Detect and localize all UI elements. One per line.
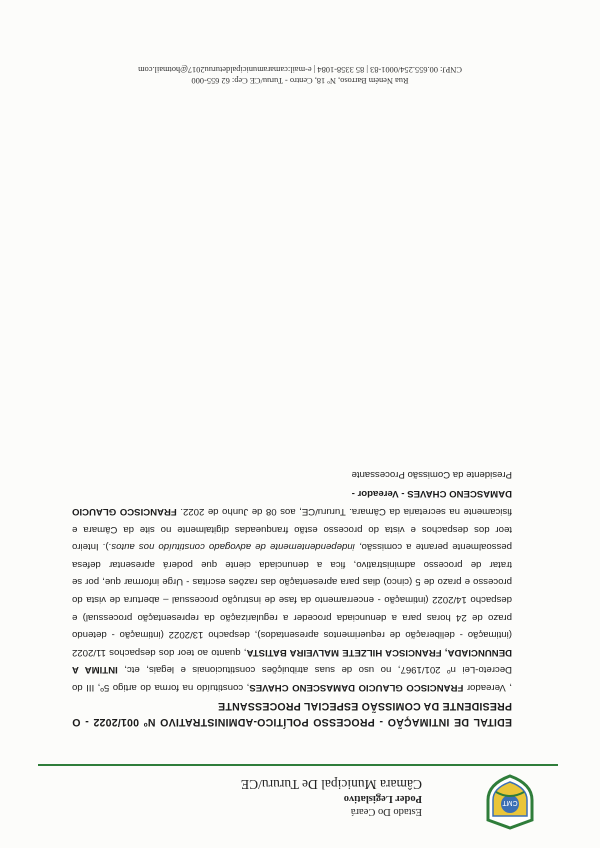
header-chamber: Câmara Municipal De Tururu/CE [240, 777, 422, 792]
header-state: Estado Do Ceará [350, 806, 422, 817]
header-power: Poder Legislativo [343, 793, 422, 804]
notice-italic-clause: , independentemente de advogado constituído nos autos [111, 541, 362, 553]
notice-authority: , constituído na forma do artigo 5º, III do Decreto-Lei nº 201/1967, no uso de suas atribuições constitucionais e legais, etc, [72, 664, 512, 693]
notice-tail: , Vereador [466, 682, 512, 693]
header-block [241, 776, 422, 818]
notice-paragraph [72, 485, 512, 696]
header-divider [38, 764, 558, 766]
notice-dispatches: , quanto ao teor dos despachos 11/2022 (intimação - deliberação de requerimentos apresentados), despacho 13/2022 (intimação - detendo prazo de 24 horas para a denunciada proceder a regularização da representação processual) e despacho 14/2022 (intimação - encerramento da fase de instrução processual – abertura de vista do processo e prazo de 5 (cinco) dias para apresentação das razões escritas - Urge informar que, por se tratar de processo administrativo, fica a denunciada ciente que poderá apresentar defesa pessoalmente perante a comissão [71, 541, 512, 658]
footer [0, 64, 600, 86]
notice-title: EDITAL DE INTIMAÇÃO - PROCESSO POLÍTICO-ADMINISTRATIVO Nº 001/2022 - O PRESIDENTE DA COMISSÃO ESPECIAL PROCESSANTE [72, 700, 512, 728]
signatory-name: FRANCISCO GLAUCIO DAMASCENO CHAVES - Vereador - [71, 488, 512, 518]
president-name: FRANCISCO GLAUCIO DAMASCENO CHAVES [249, 682, 464, 693]
summons-clause: INTIMA A DENUNCIADA, FRANCISCA HILZETE MALVEIRA BATISTA [71, 646, 512, 676]
footer-contact: CNPJ: 00.655.254/0001-83 | 85 3358-1084 | e-mail:camaramunicipaldeturuu2017@hotmail.com [138, 65, 462, 74]
notice-closing: .). Inteiro teor dos despachos e vista do processo estão franqueadas digitalmente no site da Câmara e fisicamente na secretaria da Câmara. Tururu/CE, aos 08 de Junho de 2022. [72, 506, 512, 553]
footer-address: Rua Neném Barroso, Nº 18, Centro - Turuu/CE Cep: 62 655-000 [191, 76, 409, 85]
chamber-crest-logo [484, 774, 536, 830]
signatory-role: Presidente da Comissão Processante [351, 468, 512, 480]
crest-label: CMT [502, 799, 518, 806]
notice-body [72, 465, 512, 730]
